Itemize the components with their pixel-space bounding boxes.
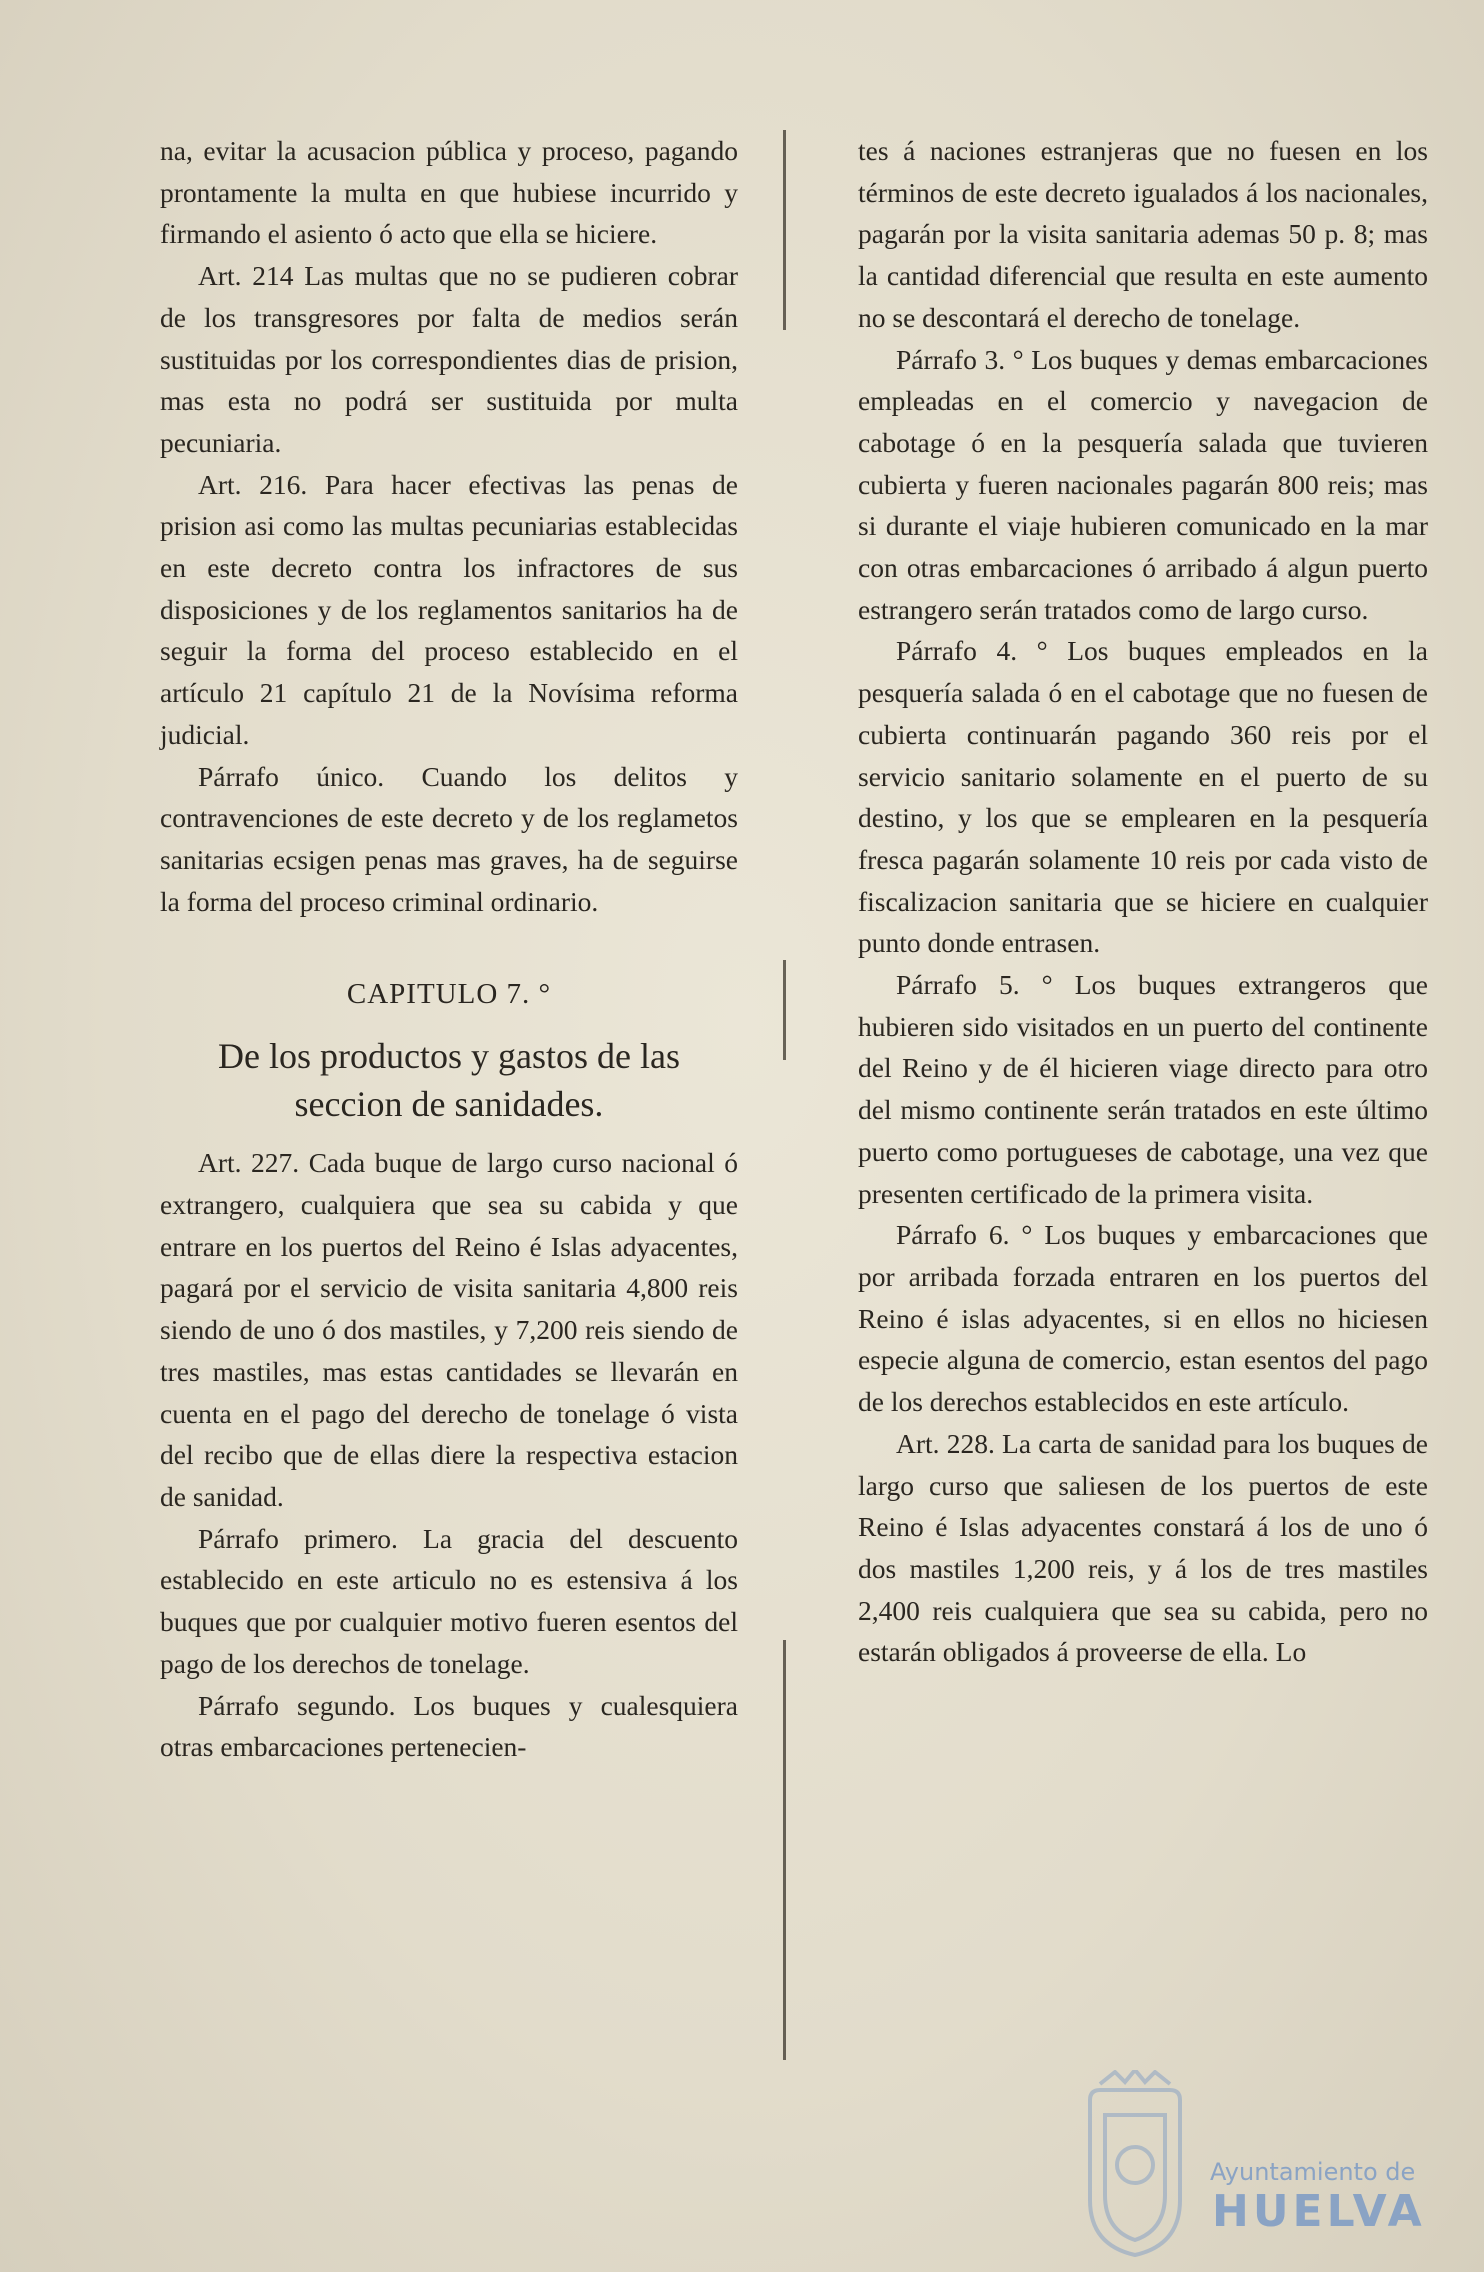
article-227: Art. 227. Cada buque de largo curso nacional ó extrangero, cualquiera que sea su cabida y que entrare en los puertos del Reino é Islas adyacentes, pagará por el servicio de visita sanitaria 4,800 reis siendo de uno ó dos mastiles, y 7,200 reis siendo de tres mastiles, mas estas cantidades se llevarán en cuenta en el pago del derecho de tonelage ó vista del recibo que de ellas diere la respectiva estacion de sanidad. bbox=[160, 1147, 738, 1512]
paragraph-primero: Párrafo primero. La gracia del descuento establecido en este articulo no es estensiva á los buques que por cualquier motivo fueren esentos del pago de los derechos de tonelage. bbox=[160, 1522, 738, 1679]
watermark-line-2: HUELVA bbox=[1212, 2186, 1426, 2237]
paragraph-6: Párrafo 6. ° Los buques y embarcaciones que por arribada forzada entraren en los puertos del Reino é islas adyacentes, si en ellos no hiciesen especie alguna de comercio, estan esentos del pago de los derechos establecidos en este artículo. bbox=[858, 1219, 1428, 1418]
column-divider-bottom bbox=[783, 1640, 786, 2060]
article-216: Art. 216. Para hacer efectivas las penas de prision asi como las multas pecuniarias establecidas en este decreto contra los infractores de sus disposiciones y de los reglamentos sanitarios ha de seguir la forma del proceso establecido en el artículo 21 capítulo 21 de la Novísima reforma judicial. bbox=[160, 468, 738, 750]
article-228: Art. 228. La carta de sanidad para los buques de largo curso que saliesen de los puertos de este Reino é Islas adyacentes constará á los de uno ó dos mastiles 1,200 reis, y á los de tres mastiles 2,400 reis cualquiera que sea su cabida, pero no estarán obligados á proveerse de ella. Lo bbox=[858, 1427, 1428, 1668]
paragraph-5: Párrafo 5. ° Los buques extrangeros que hubieren sido visitados en un puerto del continente del Reino y de él hicieren viage directo para otro del mismo continente serán tratados en este último puerto como portugueses de cabotage, una vez que presenten certificado de la primera visita. bbox=[858, 969, 1428, 1209]
column-divider-top bbox=[783, 130, 786, 330]
right-paragraph-1: tes á naciones estranjeras que no fuesen en los términos de este decreto igualados á los nacionales, pagarán por la visita sanitaria ademas 50 p. 8; mas la cantidad diferencial que resulta en este aumento no se descontará el derecho de tonelage. bbox=[858, 135, 1428, 333]
chapter-heading: CAPITULO 7. ° bbox=[346, 978, 552, 1011]
right-column bbox=[858, 130, 1428, 1673]
paragraph-3: Párrafo 3. ° Los buques y demas embarcaciones empleadas en el comercio y navegacion de cabotage ó en la pesquería salada que tuvieren cubierta y fueren nacionales pagarán 800 reis; mas si durante el viaje hubieren comunicado en la mar con otras embarcaciones ó arribado á algun puerto estrangero serán tratados como de largo curso. bbox=[858, 343, 1428, 625]
left-column bbox=[160, 130, 738, 1768]
column-divider-middle bbox=[783, 960, 786, 1060]
chapter-subtitle: De los productos y gastos de las seccion de sanidades. bbox=[218, 1036, 680, 1125]
article-214: Art. 214 Las multas que no se pudieren cobrar de los transgresores por falta de medios serán sustituidas por los correspondientes dias de prision, mas esta no podrá ser sustituida por multa pecuniaria. bbox=[160, 260, 738, 458]
paragraph-4: Párrafo 4. ° Los buques empleados en la pesquería salada ó en el cabotage que no fuesen de cubierta continuarán pagando 360 reis por el servicio sanitario solamente en el puerto de su destino, y los que se emplearen en la pesquería fresca pagarán solamente 10 reis por cada visto de fiscalizacion sanitaria que se hiciere en cualquier punto donde entrasen. bbox=[858, 635, 1428, 959]
left-paragraph-1: na, evitar la acusacion pública y proceso, pagando prontamente la multa en que hubiese incurrido y firmando el asiento ó acto que ella se hiciere. bbox=[160, 135, 738, 250]
paragraph-segundo: Párrafo segundo. Los buques y cualesquiera otras embarcaciones pertenecien- bbox=[160, 1689, 738, 1763]
paragraph-unico: Párrafo único. Cuando los delitos y contravenciones de este decreto y de los reglametos sanitarias ecsigen penas mas graves, ha de seguirse la forma del proceso criminal ordinario. bbox=[160, 760, 738, 917]
watermark-line-1: Ayuntamiento de bbox=[1210, 2158, 1416, 2186]
